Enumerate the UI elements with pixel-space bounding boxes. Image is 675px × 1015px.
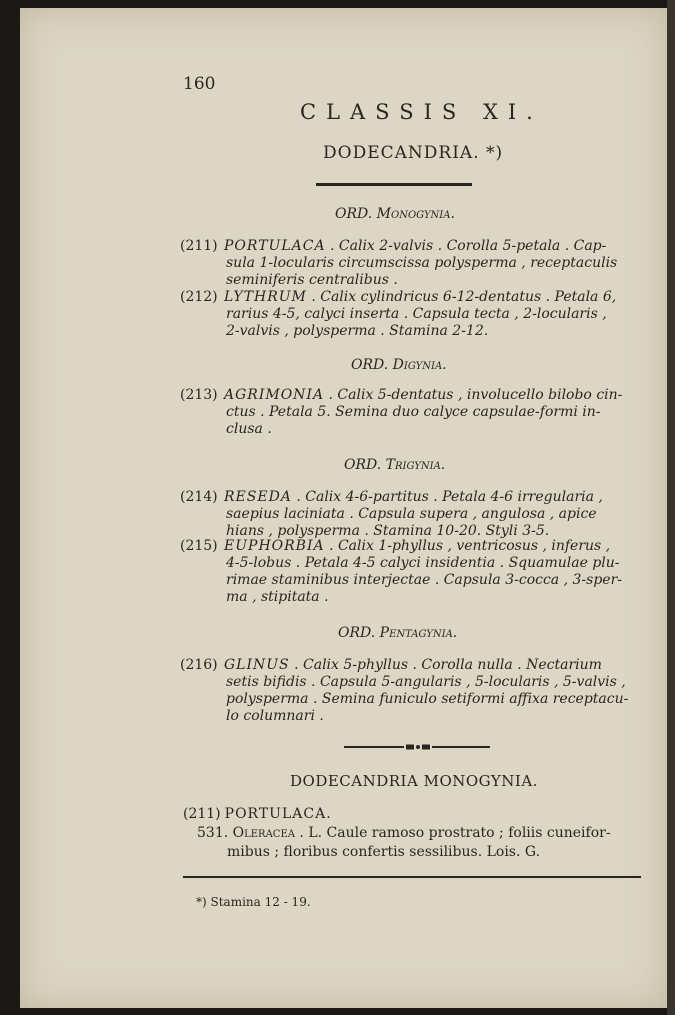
- genus-description: . Calix 2-valvis . Corolla 5-petala . Cap-: [330, 238, 607, 254]
- order-name: Trigynia.: [385, 457, 446, 473]
- genus-description: sula 1-locularis circumscissa polysperma , receptaculis: [226, 255, 618, 271]
- section-heading: DODECANDRIA MONOGYNIA.: [290, 772, 538, 790]
- order-heading-pentagynia: [338, 625, 457, 641]
- genus-entry-215: [180, 538, 645, 606]
- order-heading-monogynia: [335, 206, 455, 222]
- order-prefix: ORD.: [351, 357, 393, 373]
- class-heading: CLASSIS XI.: [300, 100, 543, 124]
- genus-entry-214: [180, 489, 645, 540]
- species-number: 531.: [197, 825, 229, 841]
- genus-number: (212): [180, 289, 218, 305]
- book-spine: [667, 0, 675, 1015]
- species-description: . L. Caule ramoso prostrato ; foliis cuneifor-: [299, 825, 611, 841]
- order-heading-digynia: [351, 357, 447, 373]
- genus-description: . Calix 4-6-partitus . Petala 4-6 irregularia ,: [296, 489, 603, 505]
- class-name: DODECANDRIA. *): [323, 143, 504, 163]
- genus-description: ma , stipitata .: [226, 589, 329, 605]
- page-number: 160: [183, 74, 216, 94]
- genus-name: PORTULACA: [224, 238, 326, 254]
- genus-description: . Calix 1-phyllus , ventricosus , inferus ,: [329, 538, 611, 554]
- order-prefix: ORD.: [338, 625, 380, 641]
- genus-name: EUPHORBIA: [224, 538, 325, 554]
- genus-name: LYTHRUM: [224, 289, 307, 305]
- genus-description: rimae staminibus interjectae . Capsula 3-cocca , 3-sper-: [226, 572, 622, 588]
- genus-name: PORTULACA.: [224, 806, 332, 822]
- genus-description: . Calix 5-dentatus , involucello bilobo cin-: [328, 387, 623, 403]
- genus-number: (213): [180, 387, 218, 403]
- genus-description: polysperma . Semina funiculo setiformi affixa receptacu-: [226, 691, 629, 707]
- species-description: mibus ; floribus confertis sessilibus. Lois. G.: [227, 844, 541, 860]
- genus-name: GLINUS: [224, 657, 290, 673]
- genus-entry-212: [180, 289, 645, 340]
- heading-rule: [316, 183, 472, 186]
- genus-entry-213: [180, 387, 645, 438]
- order-name: Monogynia.: [376, 206, 455, 222]
- genus-description: setis bifidis . Capsula 5-angularis , 5-locularis , 5-valvis ,: [226, 674, 626, 690]
- genus-description: 4-5-lobus . Petala 4-5 calyci insidentia . Squamulae plu-: [226, 555, 620, 571]
- genus-description: . Calix cylindricus 6-12-dentatus . Petala 6,: [311, 289, 617, 305]
- genus-number: (214): [180, 489, 218, 505]
- genus-description: . Calix 5-phyllus . Corolla nulla . Nectarium: [294, 657, 602, 673]
- genus-description: seminiferis centralibus .: [226, 272, 398, 288]
- genus-name: RESEDA: [224, 489, 292, 505]
- footnote-rule: [183, 876, 641, 878]
- order-prefix: ORD.: [344, 457, 386, 473]
- genus-number: (211): [183, 806, 221, 822]
- footnote: *) Stamina 12 - 19.: [196, 895, 311, 909]
- genus-number: (211): [180, 238, 218, 254]
- order-prefix: ORD.: [335, 206, 377, 222]
- genus-entry-211: [180, 238, 645, 289]
- order-heading-trigynia: [344, 457, 445, 473]
- ornament-divider: [344, 743, 490, 751]
- section-genus: [183, 806, 332, 822]
- species-entry: [197, 824, 642, 862]
- genus-description: clusa .: [226, 421, 272, 437]
- genus-description: rarius 4-5, calyci inserta . Capsula tecta , 2-locularis ,: [226, 306, 607, 322]
- genus-description: 2-valvis , polysperma . Stamina 2-12.: [226, 323, 489, 339]
- order-name: Digynia.: [392, 357, 447, 373]
- genus-number: (216): [180, 657, 218, 673]
- genus-description: saepius laciniata . Capsula supera , angulosa , apice: [226, 506, 597, 522]
- genus-description: hians , polysperma . Stamina 10-20. Styli 3-5.: [226, 523, 550, 539]
- genus-name: AGRIMONIA: [224, 387, 325, 403]
- order-name: Pentagynia.: [379, 625, 458, 641]
- species-name: Oleracea: [232, 825, 295, 841]
- genus-description: ctus . Petala 5. Semina duo calyce capsulae-formi in-: [226, 404, 601, 420]
- genus-description: lo columnari .: [226, 708, 324, 724]
- genus-number: (215): [180, 538, 218, 554]
- genus-entry-216: [180, 657, 645, 725]
